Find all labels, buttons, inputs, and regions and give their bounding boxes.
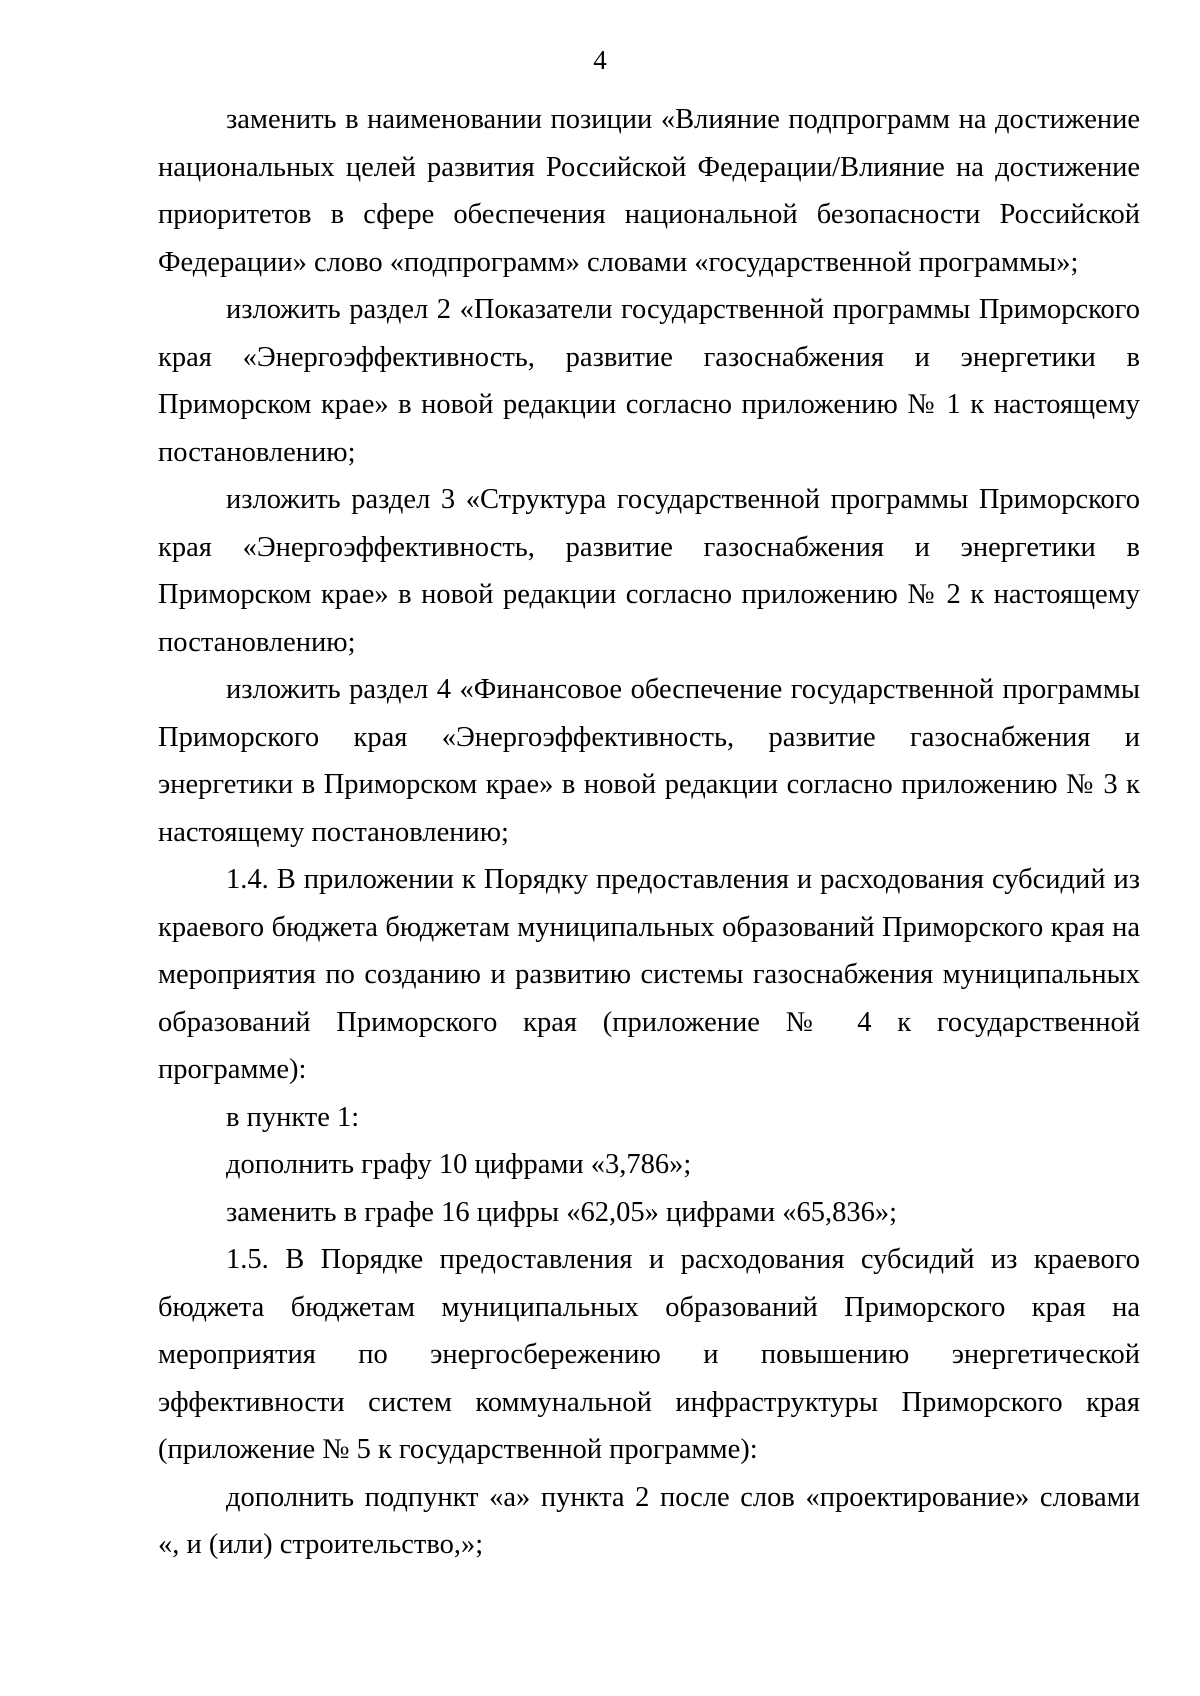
document-body — [158, 96, 1140, 1569]
paragraph-8: заменить в графе 16 цифры «62,05» цифрами «65,836»; — [226, 1196, 898, 1228]
paragraph-9: 1.5. В Порядке предоставления и расходования субсидий из краевого бюджета бюджетам муниципальных образований Приморского края на мероприятия по энергосбережению и повышению энергетической эффективности систем коммунальной инфраструктуры Приморского края (приложение № 5 к государственной программе): — [158, 1244, 1140, 1465]
paragraph-2: изложить раздел 2 «Показатели государственной программы Приморского края «Энергоэффективность, развитие газоснабжения и энергетики в Приморском крае» в новой редакции согласно приложению № 1 к настоящему постановлению; — [158, 294, 1140, 468]
paragraph-1: заменить в наименовании позиции «Влияние подпрограмм на достижение национальных целей развития Российской Федерации/Влияние на достижение приоритетов в сфере обеспечения национальной безопасности Российской Федерации» слово «подпрограмм» словами «государственной программы»; — [158, 104, 1140, 278]
paragraph-5: 1.4. В приложении к Порядку предоставления и расходования субсидий из краевого бюджета бюджетам муниципальных образований Приморского края на мероприятия по созданию и развитию системы газоснабжения муниципальных образований Приморского края (приложение № 4 к государственной программе): — [158, 864, 1140, 1085]
paragraph-4: изложить раздел 4 «Финансовое обеспечение государственной программы Приморского края «Энергоэффективность, развитие газоснабжения и энергетики в Приморском крае» в новой редакции согласно приложению № 3 к настоящему постановлению; — [158, 674, 1140, 848]
paragraph-6: в пункте 1: — [226, 1101, 360, 1133]
paragraph-7: дополнить графу 10 цифрами «3,786»; — [226, 1149, 692, 1180]
page-number: 4 — [593, 45, 607, 75]
paragraph-3: изложить раздел 3 «Структура государственной программы Приморского края «Энергоэффективность, развитие газоснабжения и энергетики в Приморском крае» в новой редакции согласно приложению № 2 к настоящему постановлению; — [158, 484, 1140, 658]
paragraph-10: дополнить подпункт «а» пункта 2 после слов «проектирование» словами «, и (или) строительство,»; — [158, 1481, 1140, 1560]
